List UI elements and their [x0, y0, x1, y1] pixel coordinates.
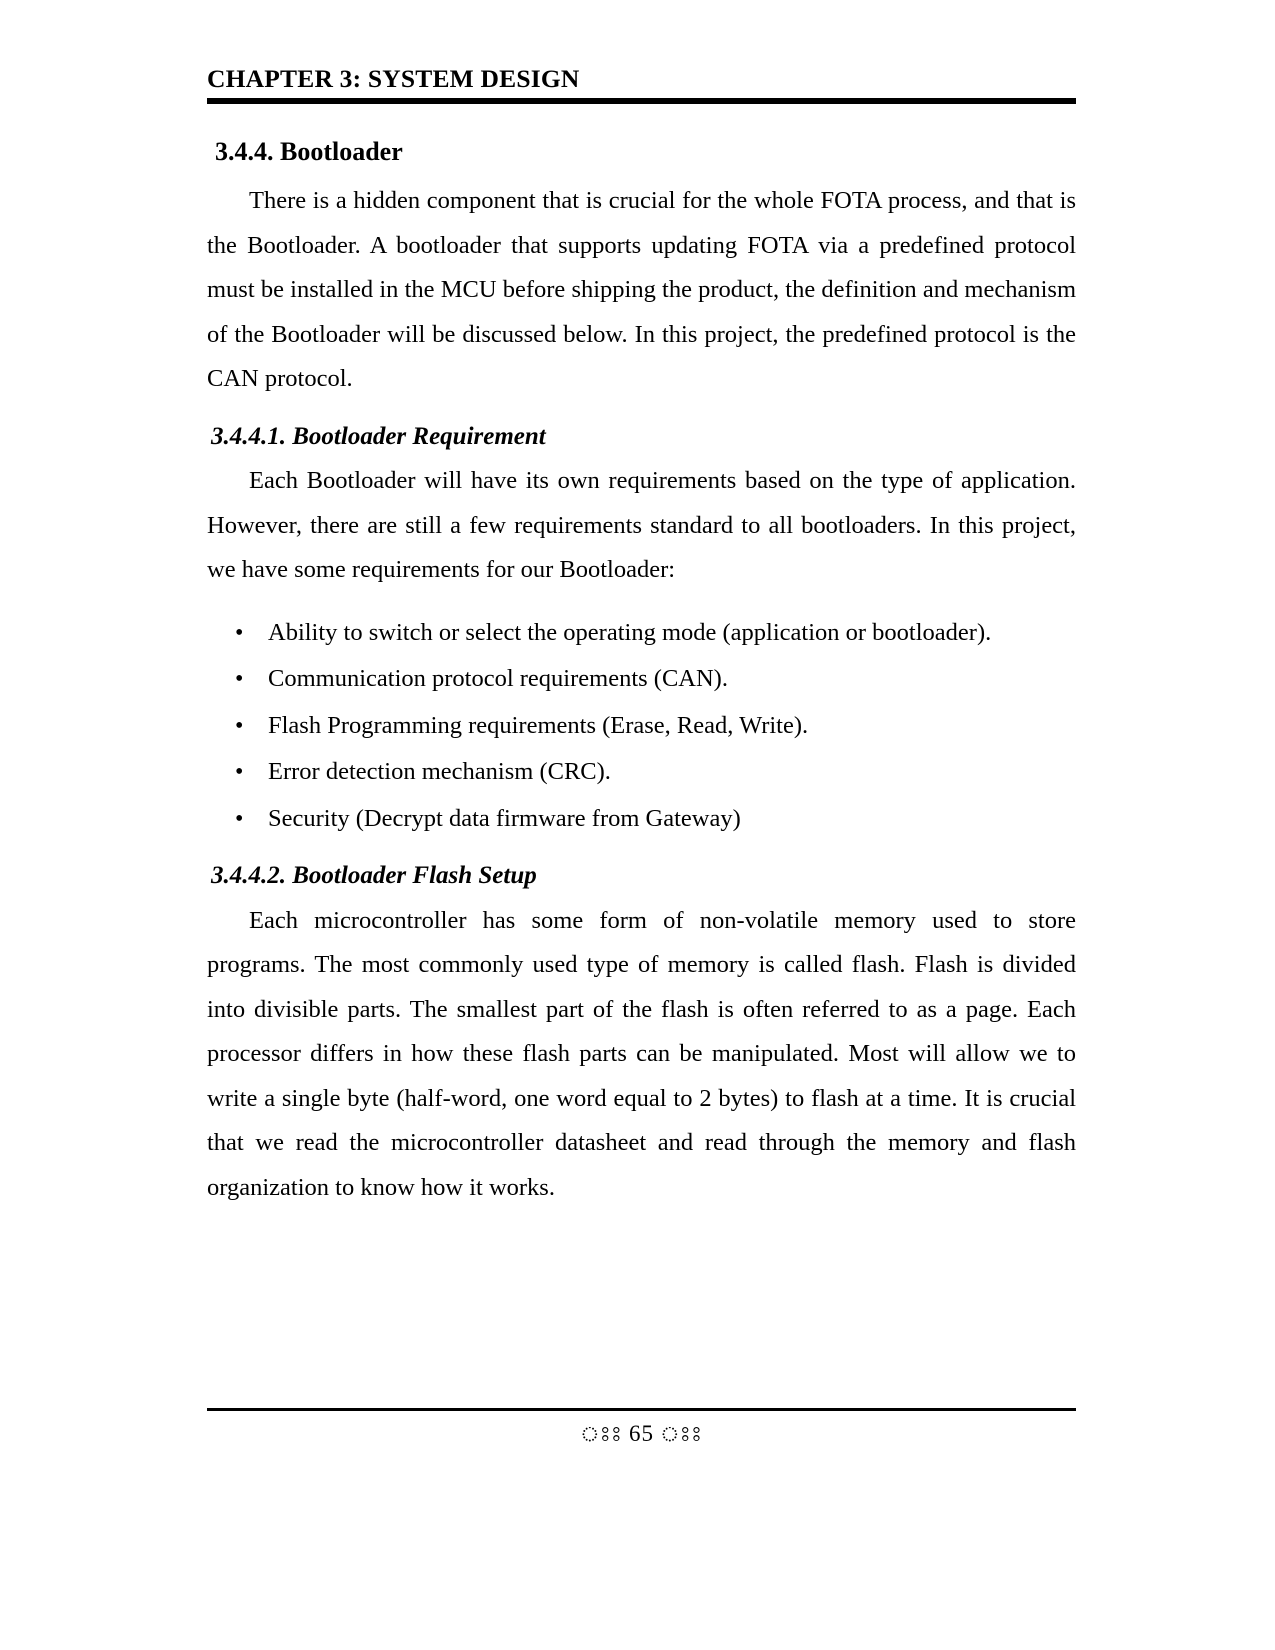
- running-header-title: CHAPTER 3: SYSTEM DESIGN: [207, 64, 580, 93]
- list-item: [207, 797, 1076, 842]
- header-divider: [207, 98, 1076, 104]
- paragraph-bootloader-intro: There is a hidden component that is crucial for the whole FOTA process, and that is the Bootloader. A bootloader that supports updating FOTA via a predefined protocol must be installed in the MCU before shipping the product, the definition and mechanism of the Bootloader will be discussed below. In this project, the predefined protocol is the CAN protocol.: [207, 187, 1076, 392]
- bullet-icon: •: [235, 805, 244, 832]
- bullet-icon: •: [235, 666, 244, 692]
- heading-bootloader-flash-setup: 3.4.4.2. Bootloader Flash Setup: [211, 862, 537, 889]
- list-item: [207, 611, 1076, 656]
- bootloader-requirements-list: [207, 611, 1076, 842]
- page-number: 65: [629, 1421, 654, 1446]
- page-footer: [207, 1408, 1076, 1449]
- list-item: [207, 657, 1076, 702]
- list-item: [207, 704, 1076, 749]
- bullet-icon: •: [235, 712, 244, 739]
- heading-bootloader-requirement: 3.4.4.1. Bootloader Requirement: [211, 422, 546, 450]
- list-item-label: Ability to switch or select the operating mode (application or bootloader).: [268, 618, 992, 646]
- list-item-label: Flash Programming requirements (Erase, Read, Write).: [268, 711, 809, 739]
- footer-page-number-row: [207, 1419, 1076, 1449]
- heading-bootloader: 3.4.4. Bootloader: [215, 137, 403, 166]
- list-item: [207, 750, 1076, 795]
- list-item-label: Communication protocol requirements (CAN).: [268, 665, 728, 692]
- bullet-icon: •: [235, 759, 244, 785]
- paragraph-bootloader-requirement: Each Bootloader will have its own requirements based on the type of application. However, there are still a few requirements standard to all bootloaders. In this project, we have some requirements for our Bootloader:: [207, 467, 1076, 583]
- footer-divider: [207, 1408, 1076, 1411]
- bullet-icon: •: [235, 619, 244, 646]
- page-header: [207, 64, 1076, 104]
- list-item-label: Security (Decrypt data firmware from Gateway): [268, 804, 741, 832]
- list-item-label: Error detection mechanism (CRC).: [268, 758, 611, 785]
- ornament-left-icon: ঃঃ: [579, 1422, 623, 1446]
- page-content: [207, 132, 1076, 1210]
- paragraph-bootloader-flash-setup: Each microcontroller has some form of non-volatile memory used to store programs. The most commonly used type of memory is called flash. Flash is divided into divisible parts. The smallest part of the flash is often referred to as a page. Each processor differs in how these flash parts can be manipulated. Most will allow we to write a single byte (half-word, one word equal to 2 bytes) to flash at a time. It is crucial that we read the microcontroller datasheet and read through the memory and flash organization to know how it works.: [207, 906, 1076, 1201]
- ornament-right-icon: ঃঃ: [660, 1422, 704, 1446]
